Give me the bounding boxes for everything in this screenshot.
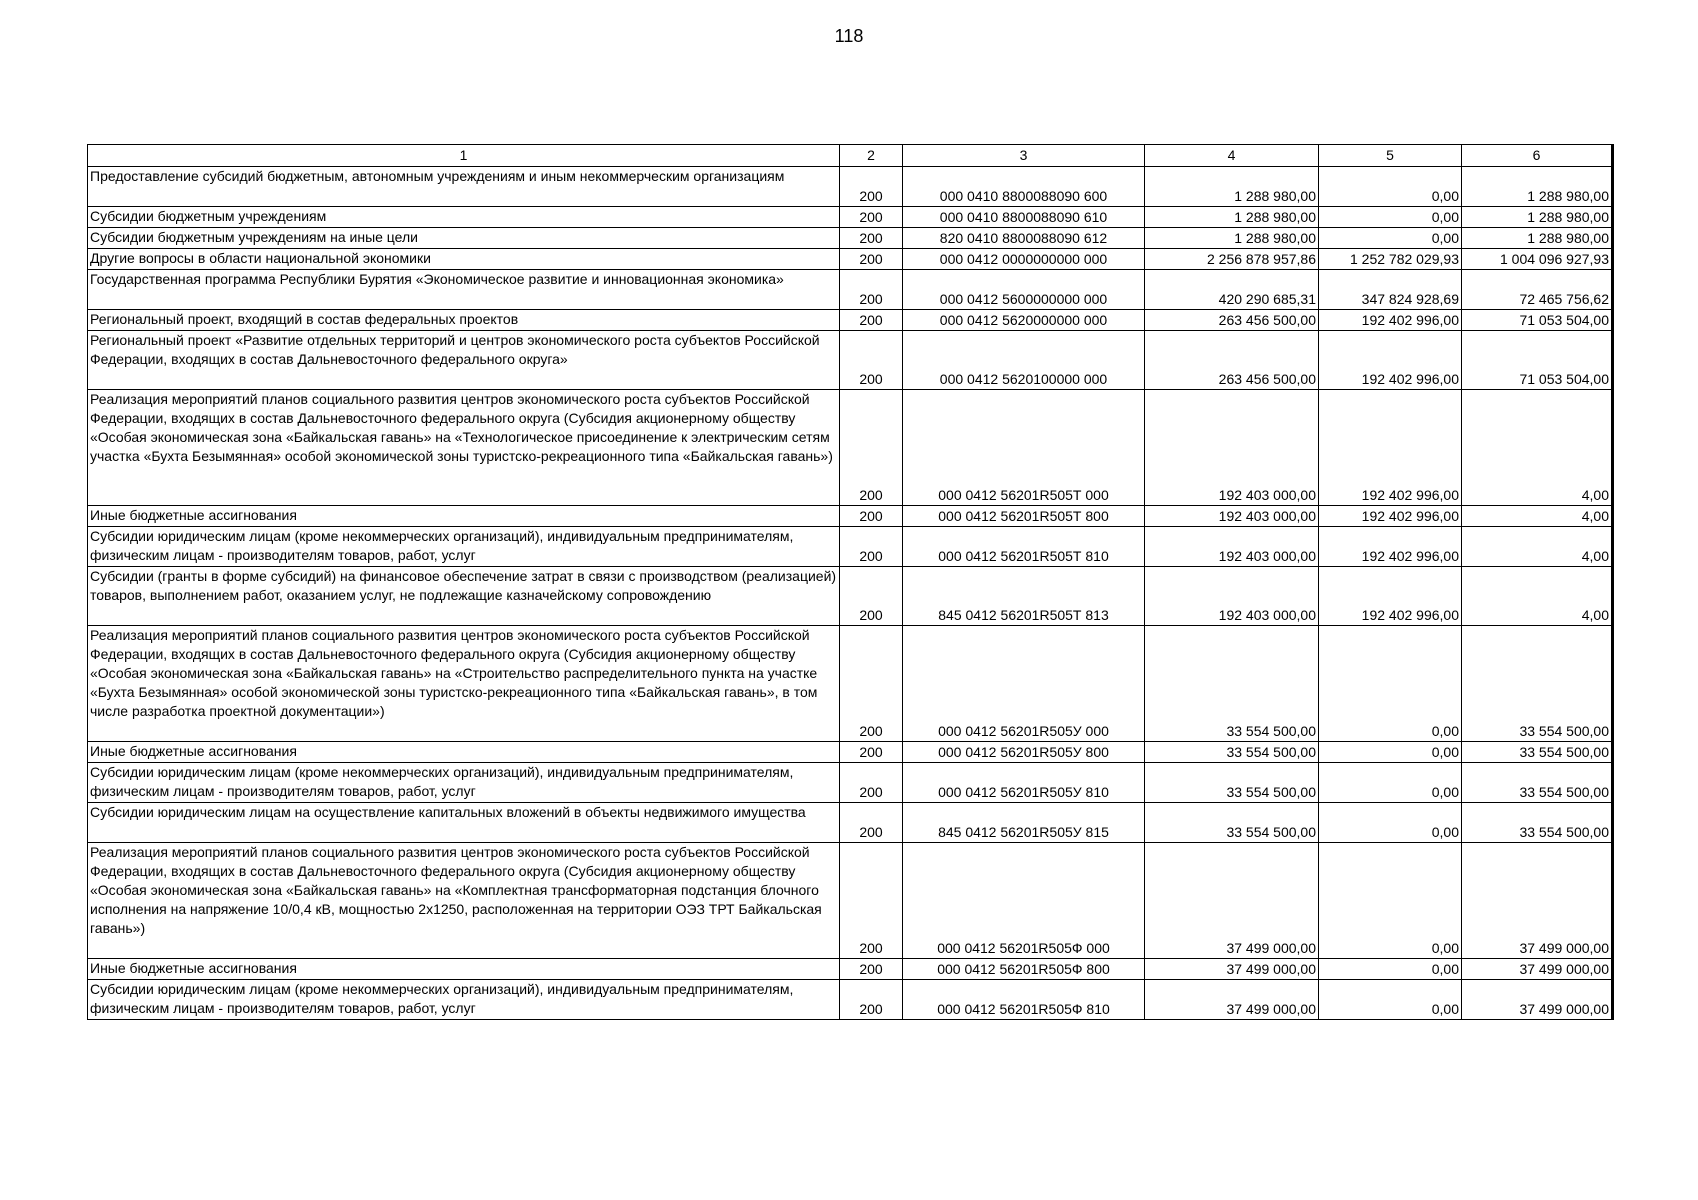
row-value-col6: 4,00 bbox=[1462, 390, 1613, 506]
row-value-col5: 0,00 bbox=[1319, 959, 1462, 980]
row-value-col4: 192 403 000,00 bbox=[1145, 390, 1319, 506]
row-description: Реализация мероприятий планов социального развития центров экономического роста субъектов Российской Федерации, входящих в состав Дальневосточного федерального округа (Субсидия акционерному обществу «Особая экономическая зона «Байкальская гавань» на «Строительство распределительного пункта на участке «Бухта Безымянная» особой экономической зоны туристско-рекреационного типа «Байкальская гавань», в том числе разработка проектной документации») bbox=[88, 626, 840, 742]
table-row bbox=[88, 980, 1613, 1020]
row-description: Субсидии (гранты в форме субсидий) на финансовое обеспечение затрат в связи с производством (реализацией) товаров, выполнением работ, оказанием услуг, не подлежащие казначейскому сопровождению bbox=[88, 567, 840, 626]
row-budget-classification: 845 0412 56201R505У 815 bbox=[903, 803, 1145, 843]
row-value-col6: 37 499 000,00 bbox=[1462, 980, 1613, 1020]
row-description: Предоставление субсидий бюджетным, автономным учреждениям и иным некоммерческим организациям bbox=[88, 167, 840, 207]
row-code: 200 bbox=[840, 249, 903, 270]
row-value-col4: 420 290 685,31 bbox=[1145, 270, 1319, 310]
row-description: Реализация мероприятий планов социального развития центров экономического роста субъектов Российской Федерации, входящих в состав Дальневосточного федерального округа (Субсидия акционерному обществу «Особая экономическая зона «Байкальская гавань» на «Технологическое присоединение к электрическим сетям участка «Бухта Безымянная» особой экономической зоны туристско-рекреационного типа «Байкальская гавань») bbox=[88, 390, 840, 506]
row-budget-classification: 000 0412 5620100000 000 bbox=[903, 331, 1145, 390]
row-code: 200 bbox=[840, 506, 903, 527]
row-value-col5: 0,00 bbox=[1319, 167, 1462, 207]
row-budget-classification: 000 0412 0000000000 000 bbox=[903, 249, 1145, 270]
row-value-col6: 1 004 096 927,93 bbox=[1462, 249, 1613, 270]
row-value-col4: 37 499 000,00 bbox=[1145, 980, 1319, 1020]
row-value-col6: 4,00 bbox=[1462, 506, 1613, 527]
table-row bbox=[88, 249, 1613, 270]
row-value-col4: 2 256 878 957,86 bbox=[1145, 249, 1319, 270]
row-code: 200 bbox=[840, 390, 903, 506]
row-value-col4: 37 499 000,00 bbox=[1145, 843, 1319, 959]
page-number: 118 bbox=[834, 26, 864, 46]
row-value-col5: 192 402 996,00 bbox=[1319, 506, 1462, 527]
row-value-col6: 33 554 500,00 bbox=[1462, 742, 1613, 763]
row-budget-classification: 845 0412 56201R505Т 813 bbox=[903, 567, 1145, 626]
table-row bbox=[88, 270, 1613, 310]
row-value-col6: 1 288 980,00 bbox=[1462, 228, 1613, 249]
row-value-col6: 37 499 000,00 bbox=[1462, 843, 1613, 959]
row-value-col5: 0,00 bbox=[1319, 626, 1462, 742]
row-budget-classification: 000 0412 56201R505Ф 800 bbox=[903, 959, 1145, 980]
row-code: 200 bbox=[840, 228, 903, 249]
row-budget-classification: 000 0412 56201R505У 800 bbox=[903, 742, 1145, 763]
row-description: Иные бюджетные ассигнования bbox=[88, 742, 840, 763]
budget-table bbox=[87, 144, 1614, 1020]
table-row bbox=[88, 803, 1613, 843]
row-description: Субсидии бюджетным учреждениям bbox=[88, 207, 840, 228]
row-description: Субсидии юридическим лицам (кроме некоммерческих организаций), индивидуальным предпринимателям, физическим лицам - производителям товаров, работ, услуг bbox=[88, 980, 840, 1020]
row-budget-classification: 820 0410 8800088090 612 bbox=[903, 228, 1145, 249]
row-value-col4: 1 288 980,00 bbox=[1145, 167, 1319, 207]
row-budget-classification: 000 0412 56201R505Ф 000 bbox=[903, 843, 1145, 959]
table-row bbox=[88, 167, 1613, 207]
row-value-col6: 71 053 504,00 bbox=[1462, 331, 1613, 390]
row-budget-classification: 000 0412 56201R505Т 800 bbox=[903, 506, 1145, 527]
row-code: 200 bbox=[840, 959, 903, 980]
row-code: 200 bbox=[840, 527, 903, 567]
table-row bbox=[88, 310, 1613, 331]
row-description: Региональный проект, входящий в состав федеральных проектов bbox=[88, 310, 840, 331]
row-value-col4: 192 403 000,00 bbox=[1145, 527, 1319, 567]
row-code: 200 bbox=[840, 310, 903, 331]
row-description: Субсидии юридическим лицам на осуществление капитальных вложений в объекты недвижимого имущества bbox=[88, 803, 840, 843]
row-value-col5: 0,00 bbox=[1319, 803, 1462, 843]
row-value-col4: 1 288 980,00 bbox=[1145, 207, 1319, 228]
row-value-col4: 263 456 500,00 bbox=[1145, 310, 1319, 331]
row-value-col6: 33 554 500,00 bbox=[1462, 626, 1613, 742]
row-description: Иные бюджетные ассигнования bbox=[88, 506, 840, 527]
row-budget-classification: 000 0412 5620000000 000 bbox=[903, 310, 1145, 331]
row-budget-classification: 000 0412 56201R505Т 000 bbox=[903, 390, 1145, 506]
column-header-1: 1 bbox=[88, 145, 840, 167]
row-value-col6: 4,00 bbox=[1462, 527, 1613, 567]
row-value-col5: 0,00 bbox=[1319, 843, 1462, 959]
table-row bbox=[88, 228, 1613, 249]
row-value-col6: 4,00 bbox=[1462, 567, 1613, 626]
row-value-col6: 71 053 504,00 bbox=[1462, 310, 1613, 331]
row-description: Другие вопросы в области национальной экономики bbox=[88, 249, 840, 270]
column-header-2: 2 bbox=[840, 145, 903, 167]
row-code: 200 bbox=[840, 980, 903, 1020]
row-value-col5: 0,00 bbox=[1319, 742, 1462, 763]
row-value-col4: 33 554 500,00 bbox=[1145, 742, 1319, 763]
table-row bbox=[88, 567, 1613, 626]
row-value-col4: 192 403 000,00 bbox=[1145, 567, 1319, 626]
table-row bbox=[88, 506, 1613, 527]
row-value-col6: 37 499 000,00 bbox=[1462, 959, 1613, 980]
row-value-col4: 33 554 500,00 bbox=[1145, 626, 1319, 742]
row-budget-classification: 000 0412 56201R505Т 810 bbox=[903, 527, 1145, 567]
row-code: 200 bbox=[840, 270, 903, 310]
row-code: 200 bbox=[840, 331, 903, 390]
row-value-col4: 263 456 500,00 bbox=[1145, 331, 1319, 390]
row-code: 200 bbox=[840, 567, 903, 626]
row-code: 200 bbox=[840, 167, 903, 207]
row-code: 200 bbox=[840, 843, 903, 959]
row-budget-classification: 000 0410 8800088090 600 bbox=[903, 167, 1145, 207]
table-row bbox=[88, 626, 1613, 742]
row-description: Реализация мероприятий планов социального развития центров экономического роста субъектов Российской Федерации, входящих в состав Дальневосточного федерального округа (Субсидия акционерному обществу «Особая экономическая зона «Байкальская гавань» на «Комплектная трансформаторная подстанция блочного исполнения на напряжение 10/0,4 кВ, мощностью 2х1250, расположенная на территории ОЭЗ ТРТ Байкальская гавань») bbox=[88, 843, 840, 959]
row-value-col5: 0,00 bbox=[1319, 763, 1462, 803]
row-description: Иные бюджетные ассигнования bbox=[88, 959, 840, 980]
row-description: Субсидии юридическим лицам (кроме некоммерческих организаций), индивидуальным предпринимателям, физическим лицам - производителям товаров, работ, услуг bbox=[88, 763, 840, 803]
row-value-col6: 33 554 500,00 bbox=[1462, 803, 1613, 843]
row-value-col5: 1 252 782 029,93 bbox=[1319, 249, 1462, 270]
row-description: Государственная программа Республики Бурятия «Экономическое развитие и инновационная экономика» bbox=[88, 270, 840, 310]
table-row bbox=[88, 742, 1613, 763]
table-row bbox=[88, 843, 1613, 959]
row-code: 200 bbox=[840, 763, 903, 803]
table-row bbox=[88, 331, 1613, 390]
row-value-col4: 1 288 980,00 bbox=[1145, 228, 1319, 249]
table-row bbox=[88, 959, 1613, 980]
column-header-5: 5 bbox=[1319, 145, 1462, 167]
row-code: 200 bbox=[840, 803, 903, 843]
table-row bbox=[88, 763, 1613, 803]
row-code: 200 bbox=[840, 742, 903, 763]
row-value-col6: 33 554 500,00 bbox=[1462, 763, 1613, 803]
row-value-col5: 347 824 928,69 bbox=[1319, 270, 1462, 310]
table-row bbox=[88, 527, 1613, 567]
row-description: Субсидии юридическим лицам (кроме некоммерческих организаций), индивидуальным предпринимателям, физическим лицам - производителям товаров, работ, услуг bbox=[88, 527, 840, 567]
row-value-col4: 33 554 500,00 bbox=[1145, 803, 1319, 843]
row-value-col5: 192 402 996,00 bbox=[1319, 527, 1462, 567]
row-value-col5: 192 402 996,00 bbox=[1319, 390, 1462, 506]
row-value-col4: 192 403 000,00 bbox=[1145, 506, 1319, 527]
table-row bbox=[88, 390, 1613, 506]
row-budget-classification: 000 0412 56201R505Ф 810 bbox=[903, 980, 1145, 1020]
row-code: 200 bbox=[840, 207, 903, 228]
row-value-col6: 1 288 980,00 bbox=[1462, 167, 1613, 207]
row-value-col5: 0,00 bbox=[1319, 228, 1462, 249]
column-header-6: 6 bbox=[1462, 145, 1613, 167]
row-value-col4: 33 554 500,00 bbox=[1145, 763, 1319, 803]
row-value-col5: 192 402 996,00 bbox=[1319, 567, 1462, 626]
row-value-col6: 72 465 756,62 bbox=[1462, 270, 1613, 310]
row-code: 200 bbox=[840, 626, 903, 742]
row-budget-classification: 000 0410 8800088090 610 bbox=[903, 207, 1145, 228]
row-budget-classification: 000 0412 56201R505У 810 bbox=[903, 763, 1145, 803]
table-row bbox=[88, 207, 1613, 228]
column-header-row bbox=[88, 145, 1613, 167]
row-description: Субсидии бюджетным учреждениям на иные цели bbox=[88, 228, 840, 249]
column-header-3: 3 bbox=[903, 145, 1145, 167]
column-header-4: 4 bbox=[1145, 145, 1319, 167]
row-value-col4: 37 499 000,00 bbox=[1145, 959, 1319, 980]
row-budget-classification: 000 0412 5600000000 000 bbox=[903, 270, 1145, 310]
row-value-col5: 192 402 996,00 bbox=[1319, 331, 1462, 390]
row-description: Региональный проект «Развитие отдельных территорий и центров экономического роста субъектов Российской Федерации, входящих в состав Дальневосточного федерального округа» bbox=[88, 331, 840, 390]
row-budget-classification: 000 0412 56201R505У 000 bbox=[903, 626, 1145, 742]
row-value-col5: 0,00 bbox=[1319, 980, 1462, 1020]
row-value-col5: 0,00 bbox=[1319, 207, 1462, 228]
row-value-col5: 192 402 996,00 bbox=[1319, 310, 1462, 331]
row-value-col6: 1 288 980,00 bbox=[1462, 207, 1613, 228]
